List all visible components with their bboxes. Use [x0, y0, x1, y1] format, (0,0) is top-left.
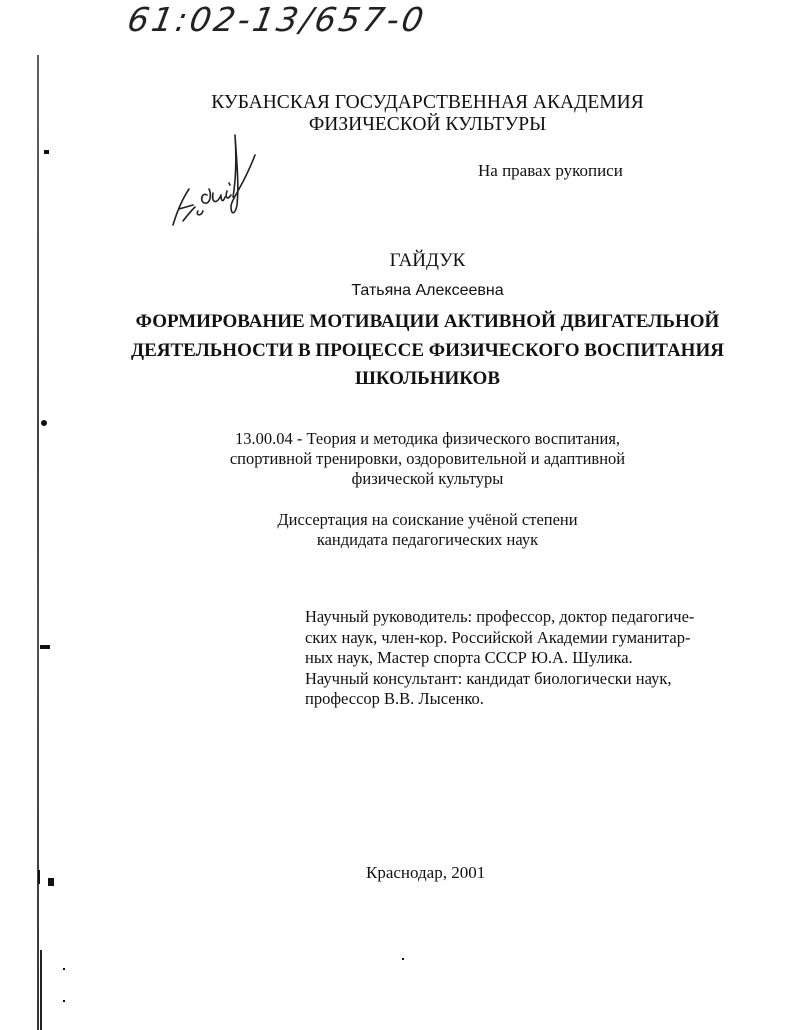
advisors-line-2: ских наук, член-кор. Российской Академии гуманитар- [305, 627, 691, 647]
title-line-2: ДЕЯТЕЛЬНОСТИ В ПРОЦЕССЕ ФИЗИЧЕСКОГО ВОСПИТАНИЯ [131, 339, 724, 361]
scan-speck [63, 1000, 65, 1002]
city-year: Краснодар, 2001 [366, 863, 486, 882]
title-line-1: ФОРМИРОВАНИЕ МОТИВАЦИИ АКТИВНОЙ ДВИГАТЕЛЬНОЙ [135, 311, 720, 332]
author-given-names: Татьяна Алексеевна [351, 282, 504, 299]
archive-number: 61:02-13/657-0 [124, 0, 430, 39]
institution-name [0, 92, 799, 136]
specialty-line-1: 13.00.04 - Теория и методика физического воспитания, [234, 429, 621, 448]
scan-speck [402, 958, 404, 960]
degree-statement [0, 510, 799, 550]
scan-speck [63, 968, 65, 970]
specialty-line-3: физической культуры [351, 469, 504, 488]
advisors-line-3: ных наук, Мастер спорта СССР Ю.А. Шулика. [305, 648, 633, 667]
degree-line-1: Диссертация на соискание учёной степени [277, 510, 578, 529]
dissertation-title [0, 308, 799, 394]
scan-speck [48, 878, 54, 886]
advisors-line-4: Научный консультант: кандидат биологически наук, [305, 668, 672, 688]
rights-note: На правах рукописи [478, 161, 623, 180]
handwritten-signature-icon [165, 125, 260, 235]
scan-speck [40, 645, 50, 649]
title-line-3: ШКОЛЬНИКОВ [354, 368, 501, 389]
institution-line-2: ФИЗИЧЕСКОЙ КУЛЬТУРЫ [308, 114, 547, 135]
advisors-line-1: Научный руководитель: профессор, доктор педагогиче- [305, 607, 695, 626]
author-surname: ГАЙДУК [389, 250, 466, 271]
advisors-block [305, 607, 745, 710]
advisors-line-5: профессор В.В. Лысенко. [305, 689, 484, 708]
specialty-code [0, 429, 799, 489]
scan-speck [41, 420, 47, 426]
specialty-line-2: спортивной тренировки, оздоровительной и адаптивной [229, 449, 626, 468]
scan-speck [38, 870, 40, 884]
institution-line-1: КУБАНСКАЯ ГОСУДАРСТВЕННАЯ АКАДЕМИЯ [211, 92, 644, 113]
degree-line-2: кандидата педагогических наук [316, 530, 539, 549]
scan-speck [44, 150, 49, 154]
scan-margin-line-lower [40, 950, 42, 1030]
